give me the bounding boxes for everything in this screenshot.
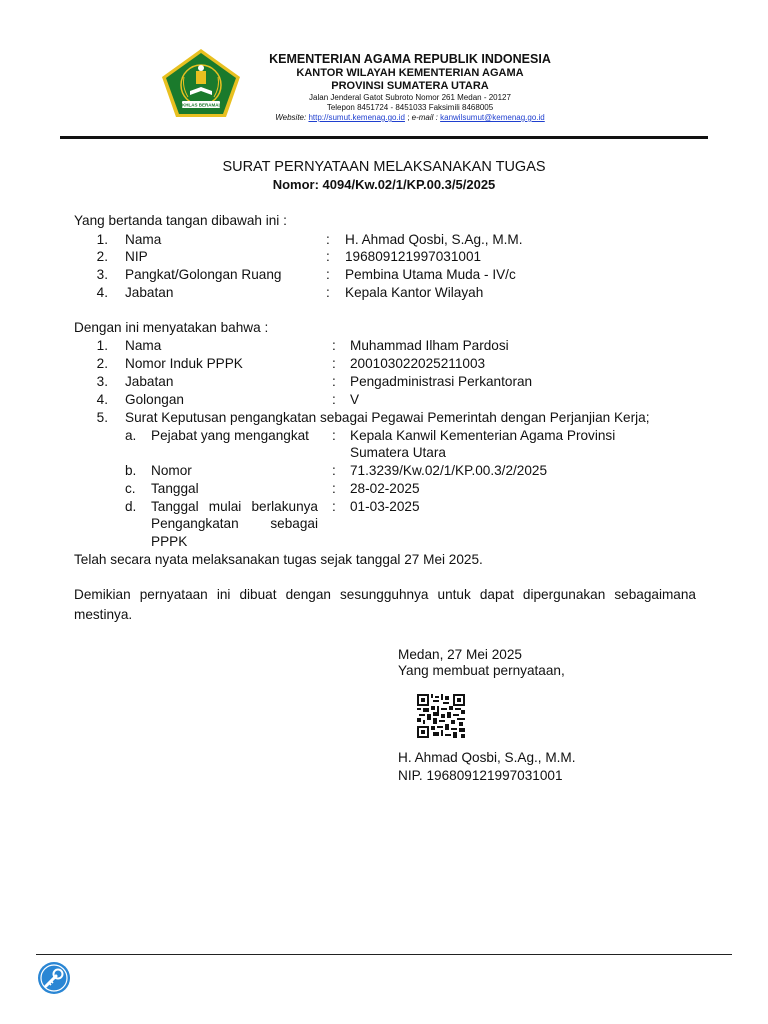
employee-item-value: 200103022025211003	[350, 356, 486, 371]
signer-item-value: 196809121997031001	[345, 249, 482, 264]
signature-role: Yang membuat pernyataan,	[398, 663, 565, 678]
signer-item-no: 2.	[96, 249, 108, 264]
sk-item-no: a.	[125, 428, 137, 443]
letterhead-office: KANTOR WILAYAH KEMENTERIAN AGAMA	[296, 67, 524, 79]
signer-item-no: 1.	[96, 232, 108, 247]
sk-item-value: 71.3239/Kw.02/1/KP.00.3/2/2025	[350, 463, 548, 478]
sk-item-value: 28-02-2025	[350, 481, 420, 496]
employee-item-value: Muhammad Ilham Pardosi	[350, 338, 509, 353]
duty-statement: Telah secara nyata melaksanakan tugas sejak tanggal 27 Mei 2025.	[74, 552, 483, 567]
signer-item-colon: :	[326, 232, 330, 247]
letterhead-divider	[60, 136, 708, 139]
sk-item-no: c.	[125, 481, 136, 496]
signer-item-no: 3.	[96, 267, 108, 282]
employee-item-label: Jabatan	[125, 374, 174, 389]
signer-item-label: Jabatan	[125, 285, 174, 300]
contact-separator: ;	[407, 113, 410, 122]
sk-item-label: Tanggal mulai berlakunya	[151, 499, 318, 514]
closing-paragraph: Demikian pernyataan ini dibuat dengan sesungguhnya untuk dapat dipergunakan sebagaimana mestinya.	[74, 587, 696, 622]
sk-item-no: d.	[125, 499, 137, 514]
letterhead-ministry: KEMENTERIAN AGAMA REPUBLIK INDONESIA	[269, 52, 551, 66]
website-label: Website:	[275, 113, 307, 122]
signer-name: H. Ahmad Qosbi, S.Ag., M.M.	[398, 750, 576, 765]
kemenag-logo	[160, 47, 242, 119]
sk-item-value: Kepala Kanwil Kementerian Agama Provinsi	[350, 428, 616, 443]
signer-item-label: Pangkat/Golongan Ruang	[125, 267, 282, 282]
employee-item-no: 3.	[96, 374, 108, 389]
signer-item-label: Nama	[125, 232, 162, 247]
sk-item-label-cont: Pengangkatan sebagai	[151, 516, 318, 531]
signer-item-value: Kepala Kantor Wilayah	[345, 285, 484, 300]
sk-item-colon: :	[332, 499, 336, 514]
electronic-signature-icon	[37, 961, 71, 995]
employee-item-no: 2.	[96, 356, 108, 371]
signer-item-colon: :	[326, 249, 330, 264]
employee-item-no: 1.	[96, 338, 108, 353]
employee-item-value: V	[350, 392, 360, 407]
employee-item-no: 4.	[96, 392, 108, 407]
sk-item-value: 01-03-2025	[350, 499, 420, 514]
employee-item-colon: :	[332, 338, 336, 353]
intro-text: Yang bertanda tangan dibawah ini :	[74, 213, 287, 228]
signer-item-colon: :	[326, 285, 330, 300]
sk-item-value-cont: Sumatera Utara	[350, 445, 446, 460]
signer-item-value: Pembina Utama Muda - IV/c	[345, 267, 516, 282]
signer-item-value: H. Ahmad Qosbi, S.Ag., M.M.	[345, 232, 523, 247]
employee-item-label: Golongan	[125, 392, 184, 407]
logo-motto: IKHLAS BERAMAL	[180, 102, 222, 108]
sk-item-label: Nomor	[151, 463, 192, 478]
sk-item-label: Pejabat yang mengangkat	[151, 428, 309, 443]
letterhead-address: Jalan Jenderal Gatot Subroto Nomor 261 Medan - 20127	[309, 93, 511, 102]
sk-item-colon: :	[332, 481, 336, 496]
letterhead-contact	[240, 114, 580, 122]
employee-item-colon: :	[332, 374, 336, 389]
sk-item-label: Tanggal	[151, 481, 199, 496]
website-link[interactable]: http://sumut.kemenag.go.id	[308, 113, 405, 122]
sk-item-no: b.	[125, 463, 137, 478]
employee-item-label: Nama	[125, 338, 162, 353]
sk-item-label-cont: PPPK	[151, 534, 188, 549]
employee-item-colon: :	[332, 356, 336, 371]
employee-item-value: Pengadministrasi Perkantoran	[350, 374, 533, 389]
email-link[interactable]: kanwilsumut@kemenag.go.id	[440, 113, 545, 122]
statement-intro: Dengan ini menyatakan bahwa :	[74, 320, 269, 335]
email-label: e-mail :	[411, 113, 438, 122]
employee-item-colon: :	[332, 392, 336, 407]
document-title: SURAT PERNYATAAN MELAKSANAKAN TUGAS	[222, 159, 546, 175]
signer-nip: NIP. 196809121997031001	[398, 768, 563, 783]
letterhead-province: PROVINSI SUMATERA UTARA	[331, 80, 489, 92]
sk-item-colon: :	[332, 428, 336, 443]
signature-place-date: Medan, 27 Mei 2025	[398, 647, 522, 662]
footer-divider	[36, 954, 732, 955]
employee-item-no: 5.	[96, 410, 108, 425]
document-number: Nomor: 4094/Kw.02/1/KP.00.3/5/2025	[272, 177, 496, 192]
employee-item-label: Surat Keputusan pengangkatan sebagai Pegawai Pemerintah dengan Perjanjian Kerja;	[125, 410, 650, 425]
letterhead-phone: Telepon 8451724 - 8451033 Faksimili 8468005	[326, 103, 494, 112]
sk-item-colon: :	[332, 463, 336, 478]
signer-item-label: NIP	[125, 249, 148, 264]
signer-item-colon: :	[326, 267, 330, 282]
employee-item-label: Nomor Induk PPPK	[125, 356, 243, 371]
signer-item-no: 4.	[96, 285, 108, 300]
qr-code	[417, 694, 465, 738]
